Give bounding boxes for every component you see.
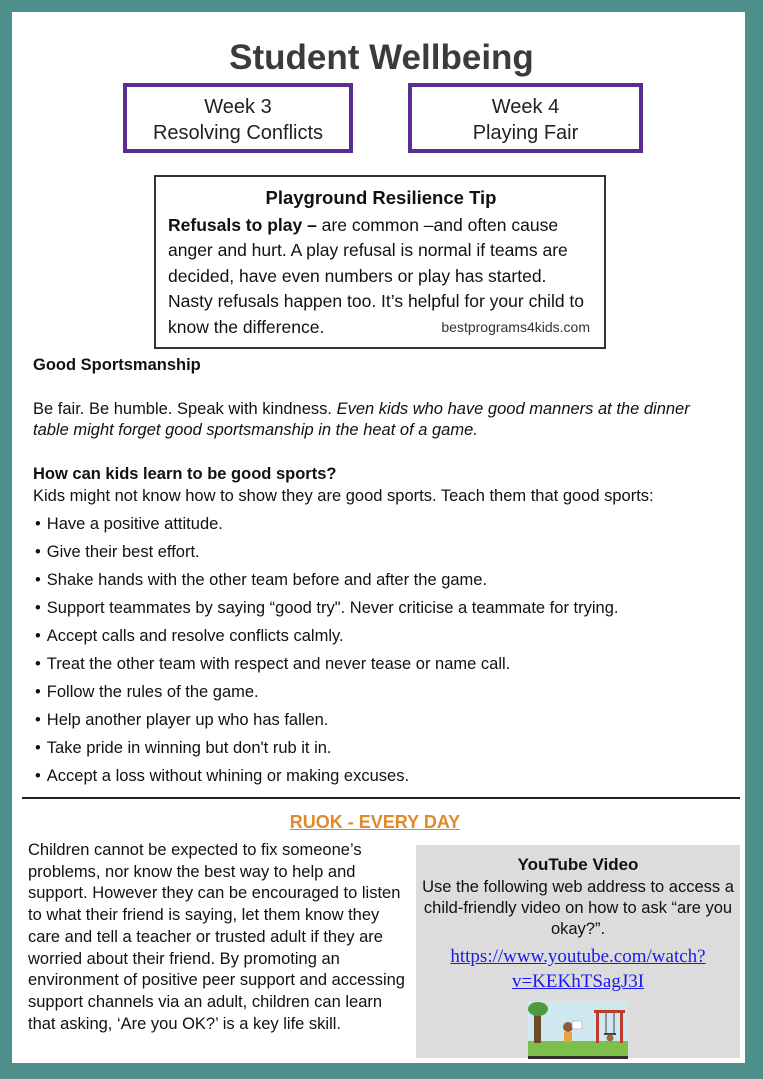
list-item: • Treat the other team with respect and never tease or name call. bbox=[33, 650, 618, 678]
section-divider bbox=[22, 797, 740, 799]
week-3-box bbox=[123, 83, 353, 153]
video-thumbnail[interactable] bbox=[528, 1001, 628, 1059]
list-item: • Accept calls and resolve conflicts calmly. bbox=[33, 622, 618, 650]
sportsmanship-heading: Good Sportsmanship bbox=[33, 356, 201, 374]
list-item: • Support teammates by saying “good try". Never criticise a teammate for trying. bbox=[33, 594, 618, 622]
intro-plain: Be fair. Be humble. Speak with kindness. bbox=[33, 400, 337, 418]
newsletter-page bbox=[12, 12, 745, 1063]
intro-italic: Even kids who have good manners at the dinner table might forget good sportsmanship in the heat of a game. bbox=[33, 400, 690, 439]
week-4-topic: Playing Fair bbox=[472, 122, 579, 144]
good-sports-lead: Kids might not know how to show they are good sports. Teach them that good sports: bbox=[33, 487, 654, 505]
tip-lead: Refusals to play – bbox=[168, 214, 317, 235]
list-item: • Have a positive attitude. bbox=[33, 510, 618, 538]
ruok-heading: RUOK - EVERY DAY bbox=[289, 812, 461, 832]
sportsmanship-intro bbox=[33, 399, 723, 441]
tip-text: are common –and often cause anger and hurt. A play refusal is normal if teams are decided, have even numbers or play has started. Nasty refusals happen too. It’s helpful for your child to know the difference. bbox=[168, 214, 585, 337]
youtube-video-panel bbox=[416, 845, 740, 1058]
list-item: • Accept a loss without whining or making excuses. bbox=[33, 762, 618, 790]
good-sports-list bbox=[33, 510, 618, 790]
video-link-line1: https://www.youtube.com/watch? bbox=[450, 946, 706, 967]
tip-body bbox=[168, 213, 594, 341]
tip-source: bestprograms4kids.com bbox=[441, 318, 590, 335]
good-sports-question: How can kids learn to be good sports? bbox=[33, 465, 337, 483]
tip-title: Playground Resilience Tip bbox=[265, 187, 497, 208]
week-4-label: Week 4 bbox=[491, 96, 560, 118]
list-item: • Follow the rules of the game. bbox=[33, 678, 618, 706]
video-description: Use the following web address to access a child-friendly video on how to ask “are you okay?”. bbox=[422, 878, 734, 938]
ruok-paragraph: Children cannot be expected to fix someone’s problems, nor know the best way to help and support. However they can be encouraged to listen to what their friend is saying, let them know they care and tell a teacher or trusted adult if they are worried about their friend. By promoting an environment of positive peer support and accessing support channels via an adult, children can learn that asking, ‘Are you OK?’ is a key life skill. bbox=[28, 841, 405, 1033]
week-3-label: Week 3 bbox=[204, 96, 272, 118]
resilience-tip-box bbox=[154, 175, 606, 349]
list-item: • Give their best effort. bbox=[33, 538, 618, 566]
page-title: Student Wellbeing bbox=[229, 38, 534, 77]
video-title: YouTube Video bbox=[517, 855, 639, 874]
playground-scene-image bbox=[528, 1001, 628, 1059]
video-link-line2: v=KEKhTSagJ3I bbox=[511, 971, 645, 992]
week-3-topic: Resolving Conflicts bbox=[152, 122, 324, 144]
list-item: • Shake hands with the other team before and after the game. bbox=[33, 566, 618, 594]
list-item: • Take pride in winning but don't rub it in. bbox=[33, 734, 618, 762]
video-link[interactable] bbox=[416, 944, 740, 994]
week-4-box bbox=[408, 83, 643, 153]
list-item: • Help another player up who has fallen. bbox=[33, 706, 618, 734]
